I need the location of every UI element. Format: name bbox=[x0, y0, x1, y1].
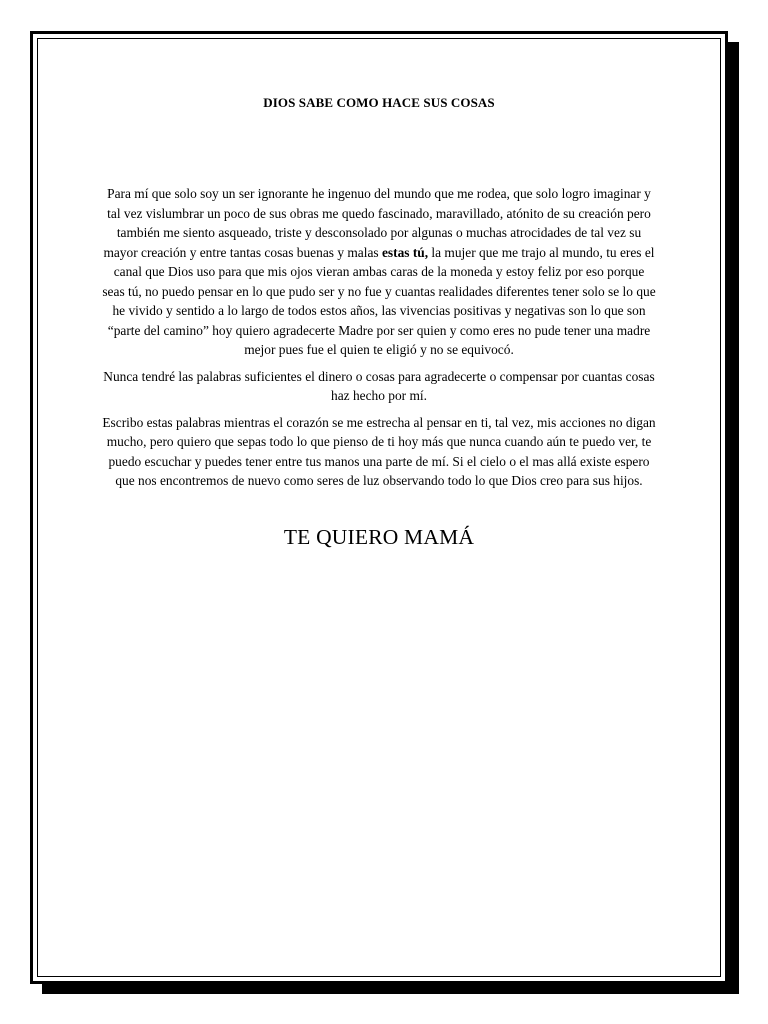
paragraph-1-part-2: la mujer que me trajo al mundo, tu eres el canal que Dios uso para que mis ojos vieran ambas caras de la moneda y estoy feliz por eso porque seas tú, no puedo pensar en lo que pudo ser y no fue y cuantas realidades diferentes tener solo se lo que he vivido y sentido a lo largo de todos estos años, las vivencias positivas y negativas son lo que son “parte del camino” hoy quiero agradecerte Madre por ser quien y como eres no pude tener una madre mejor pues fue el quien te eligió y no se equivocó. bbox=[102, 244, 656, 357]
page-inner-border bbox=[37, 38, 721, 977]
page-frame bbox=[30, 31, 728, 984]
paragraph-3: Escribo estas palabras mientras el corazón se me estrecha al pensar en ti, tal vez, mis acciones no digan mucho, pero quiero que sepas todo lo que pienso de ti hoy más que nunca cuando aún te puedo ver, te puedo escuchar y puedes tener entre tus manos una parte de mí. Si el cielo o el mas allá existe espero que nos encontremos de nuevo como seres de luz observando todo lo que Dios creo para sus hijos. bbox=[102, 414, 656, 488]
closing-line: TE QUIERO MAMÁ bbox=[283, 524, 475, 549]
paragraph-1-part-1: Para mí que solo soy un ser ignorante he ingenuo del mundo que me rodea, que solo logro imaginar y tal vez vislumbrar un poco de sus obras me quedo fascinado, maravillado, atónito de su creación pero también me siento asqueado, triste y desconsolado por algunas o muchas atrocidades de tal vez su mayor creación y entre tantas cosas buenas y malas bbox=[103, 186, 651, 260]
paragraph-1 bbox=[102, 184, 656, 360]
paragraph-1-bold: estas tú, bbox=[381, 244, 429, 260]
document-content bbox=[102, 95, 656, 571]
paragraph-2: Nunca tendré las palabras suficientes el dinero o cosas para agradecerte o compensar por cuantas cosas haz hecho por mí. bbox=[103, 368, 655, 403]
document-title: DIOS SABE COMO HACE SUS COSAS bbox=[263, 95, 495, 110]
